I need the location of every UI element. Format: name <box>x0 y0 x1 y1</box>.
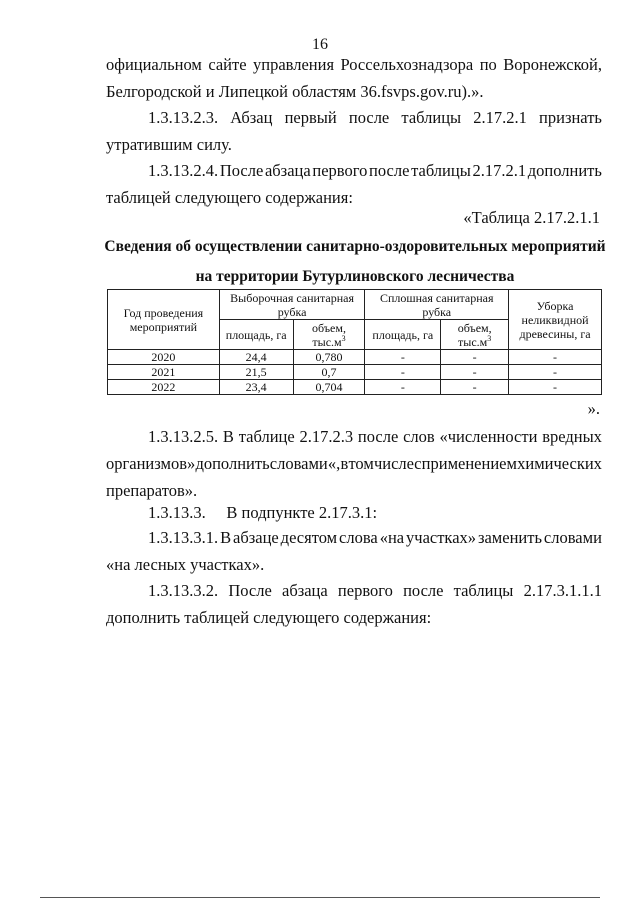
p5-line-2: «на лесных участках». <box>106 555 265 574</box>
p6-line-2: дополнить таблицей следующего содержания: <box>106 608 432 627</box>
cell-selective-area: 21,5 <box>219 365 293 380</box>
cell-cleanup: - <box>509 380 602 395</box>
table-title-line-1: Сведения об осуществлении санитарно-оздоровительных мероприятий <box>104 238 606 255</box>
p3-line-3: препаратов». <box>106 481 198 500</box>
cell-clear-volume: - <box>441 350 509 365</box>
table-caption: «Таблица 2.17.2.1.1 <box>463 208 600 227</box>
page-number: 16 <box>312 36 328 53</box>
header-year: Год проведения мероприятий <box>108 290 220 350</box>
cell-year: 2020 <box>108 350 220 365</box>
cell-clear-area: - <box>365 350 441 365</box>
table-row <box>108 380 602 395</box>
p1-line-1: 1.3.13.2.3. Абзац первый после таблицы 2.17.2.1 признать <box>148 108 602 127</box>
intro-paragraph <box>106 51 602 105</box>
header-clear-cutting: Сплошная санитарная рубка <box>365 290 509 320</box>
cell-year: 2022 <box>108 380 220 395</box>
paragraph-1-3-13-3 <box>106 499 602 526</box>
cell-selective-volume: 0,7 <box>293 365 365 380</box>
intro-line-1: официальном сайте управления Россельхознадзора по Воронежской, <box>106 55 602 74</box>
cell-cleanup: - <box>509 365 602 380</box>
table-header-row <box>108 290 602 320</box>
paragraph-1-3-13-2-3 <box>106 104 602 158</box>
cell-selective-area: 23,4 <box>219 380 293 395</box>
footer-divider <box>40 897 600 898</box>
subheader-volume: объем, $тыс.м^3$ <box>293 320 365 350</box>
table-row <box>108 350 602 365</box>
p3-line-2: организмов» дополнить словами «, в том числе с применением химических <box>106 454 602 473</box>
subheader-volume: объем, $тыс.м^3$ <box>441 320 509 350</box>
cell-selective-volume: 0,704 <box>293 380 365 395</box>
p6-line-1: 1.3.13.3.2. После абзаца первого после таблицы 2.17.3.1.1.1 <box>148 581 602 600</box>
cell-cleanup: - <box>509 350 602 365</box>
cell-clear-volume: - <box>441 380 509 395</box>
paragraph-1-3-13-3-1 <box>106 524 602 578</box>
cell-selective-volume: 0,780 <box>293 350 365 365</box>
table-row <box>108 365 602 380</box>
p1-line-2: утратившим силу. <box>106 135 232 154</box>
closing-quote: ». <box>587 399 600 418</box>
p3-line-1: 1.3.13.2.5. В таблице 2.17.2.3 после слов «численности вредных <box>148 427 602 446</box>
sanitary-measures-table <box>107 289 602 395</box>
p4-line-1: 1.3.13.3. В подпункте 2.17.3.1: <box>148 503 378 522</box>
paragraph-1-3-13-2-5 <box>106 423 602 504</box>
subheader-area: площадь, га <box>365 320 441 350</box>
header-selective-cutting: Выборочная санитарная рубка <box>219 290 365 320</box>
p5-line-1: 1.3.13.3.1. В абзаце десятом слова «на участках» заменить словами <box>148 528 602 547</box>
header-cleanup: Уборка неликвидной древесины, га <box>509 290 602 350</box>
cell-clear-area: - <box>365 365 441 380</box>
p2-line-2: таблицей следующего содержания: <box>106 188 353 207</box>
intro-line-2: Белгородской и Липецкой областям 36.fsvps.gov.ru).». <box>106 82 484 101</box>
paragraph-1-3-13-3-2 <box>106 577 602 631</box>
cell-clear-volume: - <box>441 365 509 380</box>
table-title <box>100 232 610 292</box>
subheader-area: площадь, га <box>219 320 293 350</box>
table-title-line-2: на территории Бутурлиновского лесничества <box>195 268 515 285</box>
cell-year: 2021 <box>108 365 220 380</box>
paragraph-1-3-13-2-4 <box>106 157 602 211</box>
cell-clear-area: - <box>365 380 441 395</box>
p2-line-1: 1.3.13.2.4. После абзаца первого после таблицы 2.17.2.1 дополнить <box>148 161 602 180</box>
cell-selective-area: 24,4 <box>219 350 293 365</box>
